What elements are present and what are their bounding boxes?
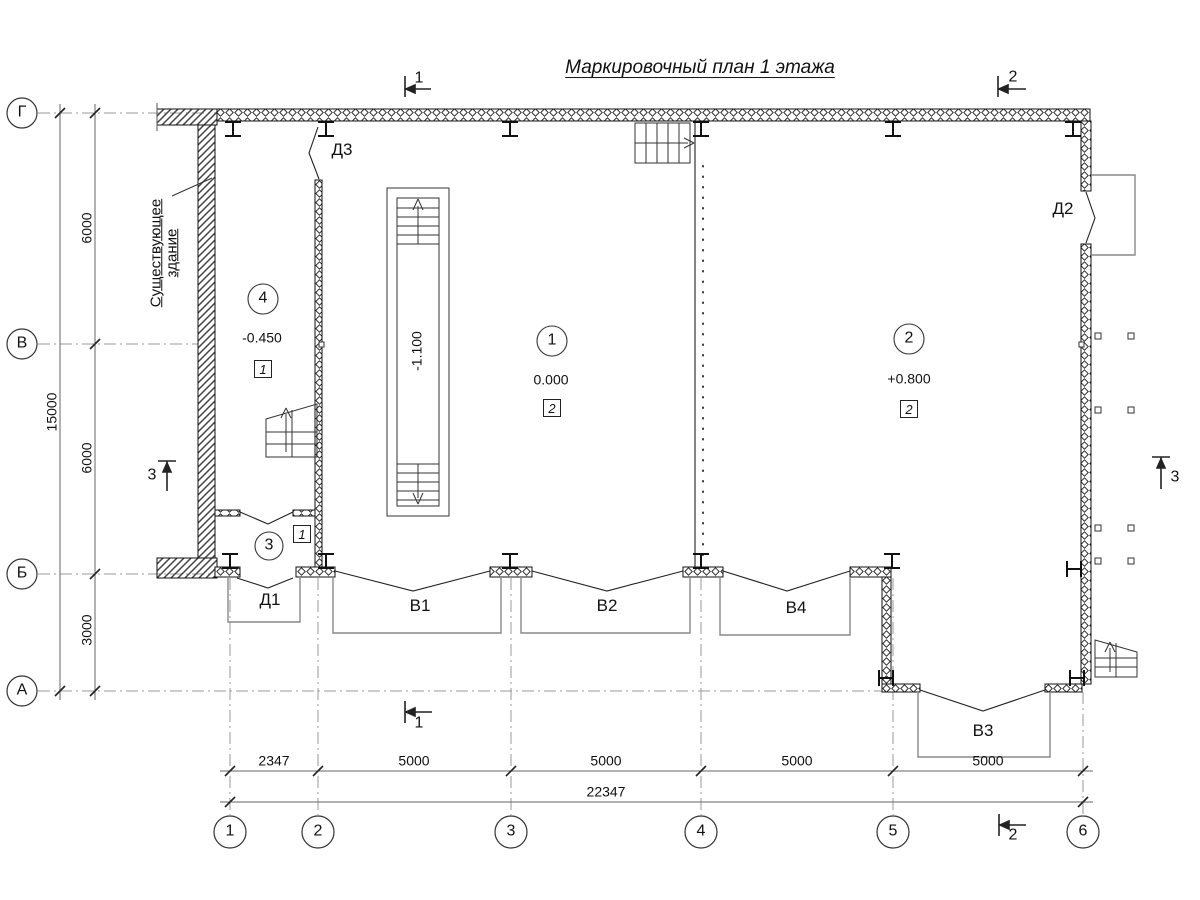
gate-label-v2: В2: [596, 596, 618, 616]
section-label-1-top: 1: [414, 69, 424, 87]
door-label-d3: Д3: [331, 140, 353, 160]
dim-left-1: 6000: [78, 212, 95, 244]
ladder-marks: [319, 329, 1134, 564]
axis-grid-lines: [38, 113, 1083, 815]
section-label-2-top: 2: [1008, 68, 1018, 86]
room-category-4: 1: [254, 360, 272, 378]
room-category-2: 2: [900, 400, 918, 418]
room-number-4: 4: [258, 289, 268, 307]
axis-row-b: Б: [16, 564, 28, 582]
axis-col-6: 6: [1078, 822, 1088, 840]
room-elevation-2: +0.800: [887, 370, 931, 387]
dim-bottom-1: 2347: [258, 752, 290, 769]
dim-bottom-3: 5000: [590, 752, 622, 769]
axis-col-1: 1: [225, 822, 235, 840]
dim-bottom-total: 22347: [586, 783, 626, 800]
section-marks: [158, 76, 1170, 836]
room-number-1: 1: [547, 331, 557, 349]
section-label-2-bottom: 2: [1008, 826, 1018, 844]
section-label-3-left: 3: [147, 466, 157, 484]
dim-left-2: 6000: [78, 442, 95, 474]
room-category-3: 1: [293, 525, 311, 543]
axis-col-2: 2: [313, 822, 323, 840]
room-elevation-4: -0.450: [242, 329, 282, 346]
dim-bottom-2: 5000: [398, 752, 430, 769]
column-symbols: [222, 122, 1084, 686]
axis-row-g: Г: [17, 103, 27, 121]
gate-label-v3: В3: [972, 721, 994, 741]
room-number-3: 3: [264, 536, 274, 554]
room-number-2: 2: [904, 329, 914, 347]
axis-col-3: 3: [506, 822, 516, 840]
pit-elevation: -1.100: [408, 331, 425, 371]
door-label-d2: Д2: [1052, 199, 1074, 219]
gate-label-v1: В1: [409, 596, 431, 616]
exterior-walls: [215, 109, 1091, 692]
dim-bottom-4: 5000: [781, 752, 813, 769]
section-label-1-bottom: 1: [414, 714, 424, 732]
porches: [228, 175, 1135, 757]
room-circles: [248, 284, 924, 560]
gate-label-v4: В4: [785, 598, 807, 618]
dim-bottom-5: 5000: [972, 752, 1004, 769]
existing-building-label: Существующее здание: [147, 198, 180, 308]
glazed-partition: [695, 121, 703, 567]
axis-col-4: 4: [696, 822, 706, 840]
section-label-3-right: 3: [1170, 468, 1180, 486]
axis-row-v: В: [16, 334, 28, 352]
dim-left-3: 3000: [78, 614, 95, 646]
axis-row-a: А: [16, 681, 28, 699]
room-category-1: 2: [543, 399, 561, 417]
dim-left-total: 15000: [43, 392, 60, 432]
drawing-title: Маркировочный план 1 этажа: [565, 57, 835, 79]
door-leaf-symbols: [237, 127, 1095, 711]
axis-col-5: 5: [888, 822, 898, 840]
door-label-d1: Д1: [259, 590, 281, 610]
room-elevation-1: 0.000: [533, 371, 569, 388]
